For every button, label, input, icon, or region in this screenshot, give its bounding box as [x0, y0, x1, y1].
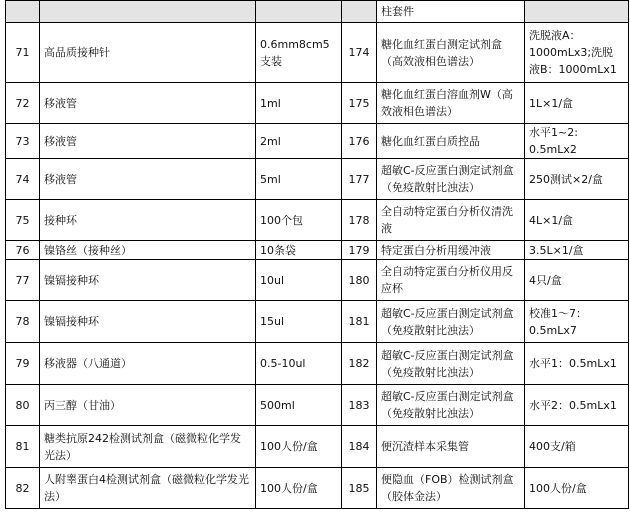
cell-item-name: 糖化血红蛋白测定试剂盒（高效液相色谱法）	[377, 23, 525, 83]
cell-item-name: 人附睾蛋白4检测试剂盒（磁微粒化学发光法）	[40, 468, 256, 509]
cell-item-name: 移液管	[40, 159, 256, 200]
cell-number: 79	[6, 343, 40, 385]
cell-item-name: 镍镉接种环	[40, 260, 256, 301]
consumables-table	[5, 0, 629, 509]
cell-number: 180	[342, 260, 377, 301]
cell-spec: 4只/盒	[525, 260, 629, 301]
cell-item-name: 镍镉接种环	[40, 301, 256, 343]
cell-item-name: 糖化血红蛋白质控品	[377, 124, 525, 159]
table-row	[6, 200, 629, 241]
cell-item-name: 移液管	[40, 124, 256, 159]
cell-spec: 1ml	[256, 83, 342, 124]
cell-number: 185	[342, 468, 377, 509]
cell-number: 75	[6, 200, 40, 241]
cell-item-name: 超敏C-反应蛋白测定试剂盒（免疫散射比浊法）	[377, 301, 525, 343]
cell-number: 76	[6, 241, 40, 260]
cell-number: 175	[342, 83, 377, 124]
cell-spec: 400支/箱	[525, 426, 629, 468]
cell-spec: 15ul	[256, 301, 342, 343]
cell-number: 182	[342, 343, 377, 385]
cell-spec: 水平2：0.5mLx1	[525, 385, 629, 426]
cell-spec: 10条袋	[256, 241, 342, 260]
cell-item-name: 移液管	[40, 83, 256, 124]
cell-number: 184	[342, 426, 377, 468]
cell-number: 72	[6, 83, 40, 124]
cell-empty	[525, 1, 629, 23]
cell-item-name: 镍铬丝（接种丝）	[40, 241, 256, 260]
cell-number: 71	[6, 23, 40, 83]
cell-number: 177	[342, 159, 377, 200]
cell-spec: 250测试×2/盒	[525, 159, 629, 200]
table-row	[6, 124, 629, 159]
cell-spec: 水平1~2: 0.5mLx2	[525, 124, 629, 159]
cell-spec: 0.6mm8cm5支装	[256, 23, 342, 83]
cell-number: 77	[6, 260, 40, 301]
table-row	[6, 23, 629, 83]
cell-spec: 100人份/盒	[256, 426, 342, 468]
cell-item-name: 高品质接种针	[40, 23, 256, 83]
cell-spec: 3.5L×1/盒	[525, 241, 629, 260]
cell-item-name: 移液器（八通道）	[40, 343, 256, 385]
cell-empty	[40, 1, 256, 23]
cell-spec: 洗脱液A：1000mLx3;洗脱液B：1000mLx1	[525, 23, 629, 83]
cell-spec: 4L×1/盒	[525, 200, 629, 241]
table-row	[6, 426, 629, 468]
cell-number: 179	[342, 241, 377, 260]
cell-spec: 10ul	[256, 260, 342, 301]
cell-item-name: 超敏C-反应蛋白测定试剂盒（免疫散射比浊法）	[377, 343, 525, 385]
table-body	[6, 1, 629, 509]
table-row	[6, 159, 629, 200]
table-row	[6, 468, 629, 509]
table-row	[6, 343, 629, 385]
cell-spec: 100人份/盒	[525, 468, 629, 509]
cell-item-name: 糖类抗原242检测试剂盒（磁微粒化学发光法）	[40, 426, 256, 468]
cell-number: 181	[342, 301, 377, 343]
cell-empty	[6, 1, 40, 23]
table-row-partial	[6, 1, 629, 23]
table-row	[6, 385, 629, 426]
cell-spec: 校准1～7：0.5mLx7	[525, 301, 629, 343]
cell-number: 73	[6, 124, 40, 159]
cell-item-name: 丙三醇（甘油）	[40, 385, 256, 426]
cell-spec: 1L×1/盒	[525, 83, 629, 124]
table-row	[6, 301, 629, 343]
cell-spec: 100个包	[256, 200, 342, 241]
cell-item-name: 接种环	[40, 200, 256, 241]
cell-spec: 5ml	[256, 159, 342, 200]
cell-number: 176	[342, 124, 377, 159]
cell-number: 178	[342, 200, 377, 241]
cell-item-name: 便隐血（FOB）检测试剂盒（胶体金法）	[377, 468, 525, 509]
cell-number: 82	[6, 468, 40, 509]
cell-item-name: 超敏C-反应蛋白测定试剂盒（免疫散射比浊法）	[377, 159, 525, 200]
cell-empty	[342, 1, 377, 23]
cell-item-name: 全自动特定蛋白分析仪用反应杯	[377, 260, 525, 301]
cell-item-name: 糖化血红蛋白溶血剂W（高效液相色谱法）	[377, 83, 525, 124]
cell-spec: 水平1：0.5mLx1	[525, 343, 629, 385]
cell-spec: 100人份/盒	[256, 468, 342, 509]
cell-number: 80	[6, 385, 40, 426]
cell-item-name: 便沉渣样本采集管	[377, 426, 525, 468]
cell-number: 174	[342, 23, 377, 83]
cell-item-name: 超敏C-反应蛋白测定试剂盒（免疫散射比浊法）	[377, 385, 525, 426]
cell-spec: 0.5-10ul	[256, 343, 342, 385]
cell-empty	[256, 1, 342, 23]
cell-number: 81	[6, 426, 40, 468]
cell-item-name: 全自动特定蛋白分析仪清洗液	[377, 200, 525, 241]
table-row	[6, 83, 629, 124]
cell-item-name: 特定蛋白分析用缓冲液	[377, 241, 525, 260]
cell-item-name: 柱套件	[377, 1, 525, 23]
table-row	[6, 260, 629, 301]
cell-number: 183	[342, 385, 377, 426]
cell-spec: 500ml	[256, 385, 342, 426]
cell-number: 78	[6, 301, 40, 343]
cell-spec: 2ml	[256, 124, 342, 159]
table-row	[6, 241, 629, 260]
cell-number: 74	[6, 159, 40, 200]
